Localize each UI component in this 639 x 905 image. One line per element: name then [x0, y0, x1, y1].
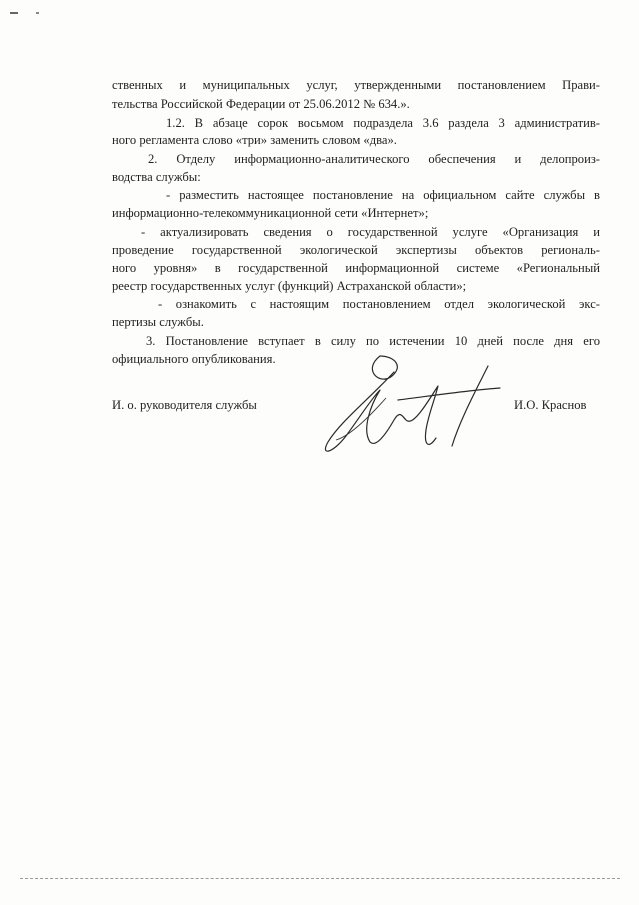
text-line: реестр государственных услуг (функций) Астраханской области»;: [112, 279, 467, 293]
text-line: информационно-телекоммуникационной сети «Интернет»;: [112, 206, 429, 220]
text-line: ного регламента слово «три» заменить словом «два».: [112, 133, 397, 147]
text-line: официального опубликования.: [112, 352, 276, 366]
scan-mark: [10, 12, 18, 14]
text-line: ного уровня» в государственной информационной системе «Региональный: [112, 261, 600, 275]
text-line: пертизы службы.: [112, 315, 204, 329]
signatory-name: И.О. Краснов: [514, 398, 587, 412]
text-line: 2. Отделу информационно-аналитического обеспечения и делопроиз-: [148, 152, 600, 166]
scan-dot: [36, 12, 39, 14]
text-line: водства службы:: [112, 170, 201, 184]
handwritten-signature: [310, 350, 510, 460]
text-line: тельства Российской Федерации от 25.06.2012 № 634.».: [112, 97, 410, 111]
text-line: ственных и муниципальных услуг, утвержденными постановлением Прави-: [112, 78, 600, 92]
signatory-position: И. о. руководителя службы: [112, 398, 257, 412]
text-line: - разместить настоящее постановление на официальном сайте службы в: [166, 188, 600, 202]
text-line: - ознакомить с настоящим постановлением отдел экологической экс-: [158, 297, 600, 311]
text-line: 3. Постановление вступает в силу по истечении 10 дней после дня его: [146, 334, 600, 348]
text-line: - актуализировать сведения о государственной услуге «Организация и: [141, 225, 600, 239]
scan-edge-line: [20, 878, 620, 880]
text-line: проведение государственной экологической экспертизы объектов региональ-: [112, 243, 600, 257]
text-line: 1.2. В абзаце сорок восьмом подраздела 3.6 раздела 3 административ-: [166, 116, 600, 130]
